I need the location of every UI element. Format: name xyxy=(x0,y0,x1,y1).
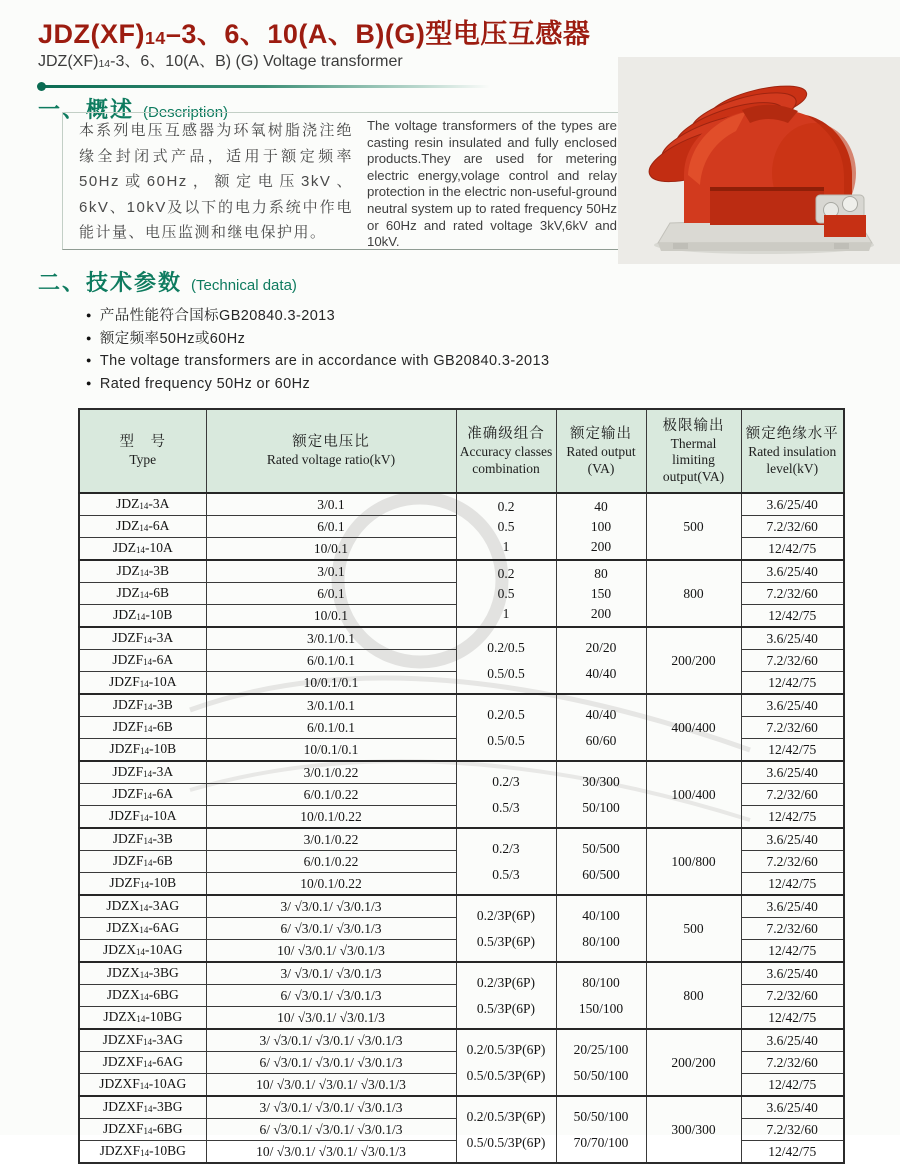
insulation-cell: 7.2/32/60 xyxy=(741,1119,844,1141)
section-title-zh: 一、概述 xyxy=(38,97,135,122)
rated-output-cell: 80/100 150/100 xyxy=(556,962,646,1029)
accuracy-cell: 0.2/3P(6P) 0.5/3P(6P) xyxy=(456,895,556,962)
section-title-en: (Description) xyxy=(143,104,229,121)
type-cell: JDZ14-3B xyxy=(79,560,206,583)
insulation-cell: 7.2/32/60 xyxy=(741,717,844,739)
section-title-en: (Technical data) xyxy=(191,277,297,294)
accuracy-cell: 0.2/0.5/3P(6P) 0.5/0.5/3P(6P) xyxy=(456,1096,556,1163)
column-header-ratio: 额定电压比 Rated voltage ratio(kV) xyxy=(206,409,456,493)
insulation-cell: 3.6/25/40 xyxy=(741,962,844,985)
column-header-accuracy: 准确级组合 Accuracy classes combination xyxy=(456,409,556,493)
insulation-cell: 3.6/25/40 xyxy=(741,1029,844,1052)
type-cell: JDZF14-10A xyxy=(79,672,206,695)
ratio-cell: 3/ √3/0.1/ √3/0.1/ √3/0.1/3 xyxy=(206,1029,456,1052)
insulation-cell: 7.2/32/60 xyxy=(741,583,844,605)
accuracy-cell: 0.2 0.5 1 xyxy=(456,493,556,560)
insulation-cell: 3.6/25/40 xyxy=(741,560,844,583)
table-header-row xyxy=(79,409,844,493)
insulation-cell: 12/42/75 xyxy=(741,1074,844,1097)
bullet-item: ● Rated frequency 50Hz or 60Hz xyxy=(86,374,549,397)
type-cell: JDZF14-3A xyxy=(79,627,206,650)
column-header-insulation: 额定绝缘水平 Rated insulation level(kV) xyxy=(741,409,844,493)
ratio-cell: 3/0.1/0.22 xyxy=(206,828,456,851)
bullet-item: ● 产品性能符合国标GB20840.3-2013 xyxy=(86,306,549,329)
type-cell: JDZX14-6BG xyxy=(79,985,206,1007)
type-cell: JDZ14-10B xyxy=(79,605,206,628)
ratio-cell: 6/ √3/0.1/ √3/0.1/3 xyxy=(206,918,456,940)
ratio-cell: 10/0.1/0.22 xyxy=(206,873,456,896)
type-cell: JDZF14-10B xyxy=(79,739,206,762)
column-header-rated-output: 额定输出 Rated output (VA) xyxy=(556,409,646,493)
accuracy-cell: 0.2/3 0.5/3 xyxy=(456,761,556,828)
product-photo xyxy=(618,57,900,264)
ratio-cell: 10/0.1/0.1 xyxy=(206,672,456,695)
feature-bullet-list xyxy=(86,306,549,396)
type-cell: JDZF14-6A xyxy=(79,650,206,672)
thermal-output-cell: 400/400 xyxy=(646,694,741,761)
type-cell: JDZX14-3BG xyxy=(79,962,206,985)
table-row xyxy=(79,895,844,918)
insulation-cell: 3.6/25/40 xyxy=(741,694,844,717)
ratio-cell: 3/0.1/0.1 xyxy=(206,694,456,717)
bullet-item: ● The voltage transformers are in accordance with GB20840.3-2013 xyxy=(86,351,549,374)
page-subtitle: JDZ(XF)14-3、6、10(A、B) (G) Voltage transformer xyxy=(38,53,403,70)
rated-output-cell: 40/40 60/60 xyxy=(556,694,646,761)
spec-table-body xyxy=(79,493,844,1163)
type-cell: JDZF14-10B xyxy=(79,873,206,896)
thermal-output-cell: 800 xyxy=(646,962,741,1029)
table-row xyxy=(79,828,844,851)
insulation-cell: 12/42/75 xyxy=(741,672,844,695)
type-cell: JDZ14-6A xyxy=(79,516,206,538)
ratio-cell: 6/0.1/0.1 xyxy=(206,717,456,739)
insulation-cell: 7.2/32/60 xyxy=(741,851,844,873)
type-cell: JDZF14-6B xyxy=(79,851,206,873)
type-cell: JDZ14-10A xyxy=(79,538,206,561)
insulation-cell: 7.2/32/60 xyxy=(741,516,844,538)
divider-dot-icon xyxy=(37,82,46,91)
insulation-cell: 7.2/32/60 xyxy=(741,918,844,940)
insulation-cell: 12/42/75 xyxy=(741,806,844,829)
insulation-cell: 12/42/75 xyxy=(741,940,844,963)
insulation-cell: 3.6/25/40 xyxy=(741,761,844,784)
rated-output-cell: 40 100 200 xyxy=(556,493,646,560)
ratio-cell: 10/ √3/0.1/ √3/0.1/3 xyxy=(206,1007,456,1030)
accuracy-cell: 0.2/0.5 0.5/0.5 xyxy=(456,627,556,694)
ratio-cell: 10/ √3/0.1/ √3/0.1/3 xyxy=(206,940,456,963)
insulation-cell: 12/42/75 xyxy=(741,538,844,561)
ratio-cell: 6/0.1 xyxy=(206,583,456,605)
section-title-zh: 二、技术参数 xyxy=(38,270,183,295)
accuracy-cell: 0.2/3P(6P) 0.5/3P(6P) xyxy=(456,962,556,1029)
type-cell: JDZXF14-6AG xyxy=(79,1052,206,1074)
ratio-cell: 3/0.1 xyxy=(206,493,456,516)
type-cell: JDZXF14-10AG xyxy=(79,1074,206,1097)
ratio-cell: 6/0.1/0.22 xyxy=(206,851,456,873)
ratio-cell: 10/ √3/0.1/ √3/0.1/ √3/0.1/3 xyxy=(206,1141,456,1164)
accuracy-cell: 0.2/3 0.5/3 xyxy=(456,828,556,895)
thermal-output-cell: 500 xyxy=(646,895,741,962)
type-cell: JDZF14-6A xyxy=(79,784,206,806)
insulation-cell: 7.2/32/60 xyxy=(741,784,844,806)
column-header-thermal-output: 极限输出 Thermal limiting output(VA) xyxy=(646,409,741,493)
ratio-cell: 10/0.1/0.1 xyxy=(206,739,456,762)
type-cell: JDZX14-10AG xyxy=(79,940,206,963)
table-row xyxy=(79,962,844,985)
ratio-cell: 3/ √3/0.1/ √3/0.1/3 xyxy=(206,895,456,918)
type-cell: JDZX14-10BG xyxy=(79,1007,206,1030)
ratio-cell: 10/ √3/0.1/ √3/0.1/ √3/0.1/3 xyxy=(206,1074,456,1097)
rated-output-cell: 30/300 50/100 xyxy=(556,761,646,828)
ratio-cell: 3/0.1/0.1 xyxy=(206,627,456,650)
table-row xyxy=(79,560,844,583)
insulation-cell: 12/42/75 xyxy=(741,1007,844,1030)
table-row xyxy=(79,694,844,717)
ratio-cell: 10/0.1 xyxy=(206,605,456,628)
insulation-cell: 12/42/75 xyxy=(741,873,844,896)
table-row xyxy=(79,761,844,784)
insulation-cell: 7.2/32/60 xyxy=(741,650,844,672)
ratio-cell: 6/0.1/0.1 xyxy=(206,650,456,672)
ratio-cell: 6/ √3/0.1/ √3/0.1/ √3/0.1/3 xyxy=(206,1052,456,1074)
type-cell: JDZX14-3AG xyxy=(79,895,206,918)
table-row xyxy=(79,1096,844,1119)
type-cell: JDZF14-10A xyxy=(79,806,206,829)
column-header-type: 型 号 Type xyxy=(79,409,206,493)
table-row xyxy=(79,1029,844,1052)
page-title: JDZ(XF)14–3、6、10(A、B)(G)型电压互感器 xyxy=(38,19,591,49)
thermal-output-cell: 200/200 xyxy=(646,1029,741,1096)
thermal-output-cell: 800 xyxy=(646,560,741,627)
bullet-item: ● 额定频率50Hz或60Hz xyxy=(86,329,549,352)
ratio-cell: 6/ √3/0.1/ √3/0.1/ √3/0.1/3 xyxy=(206,1119,456,1141)
type-cell: JDZF14-3B xyxy=(79,828,206,851)
ratio-cell: 3/0.1 xyxy=(206,560,456,583)
ratio-cell: 3/ √3/0.1/ √3/0.1/3 xyxy=(206,962,456,985)
accuracy-cell: 0.2 0.5 1 xyxy=(456,560,556,627)
rated-output-cell: 50/500 60/500 xyxy=(556,828,646,895)
type-cell: JDZX14-6AG xyxy=(79,918,206,940)
type-cell: JDZXF14-6BG xyxy=(79,1119,206,1141)
insulation-cell: 12/42/75 xyxy=(741,739,844,762)
accuracy-cell: 0.2/0.5 0.5/0.5 xyxy=(456,694,556,761)
type-cell: JDZF14-6B xyxy=(79,717,206,739)
type-cell: JDZXF14-3AG xyxy=(79,1029,206,1052)
description-chinese: 本系列电压互感器为环氧树脂浇注绝缘全封闭式产品，适用于额定频率50Hz或60Hz，额定电压3kV、6kV、10kV及以下的电力系统中作电能计量、电压监测和继电保护用。 xyxy=(79,122,353,241)
divider-line xyxy=(38,85,490,88)
type-cell: JDZF14-3B xyxy=(79,694,206,717)
spec-table xyxy=(78,408,845,1164)
insulation-cell: 7.2/32/60 xyxy=(741,985,844,1007)
insulation-cell: 3.6/25/40 xyxy=(741,1096,844,1119)
ratio-cell: 10/0.1/0.22 xyxy=(206,806,456,829)
type-cell: JDZXF14-10BG xyxy=(79,1141,206,1164)
thermal-output-cell: 200/200 xyxy=(646,627,741,694)
description-english: The voltage transformers of the types are casting resin insulated and fully enclosed products.They are used for metering electric energy,volage control and relay protection in the electric non-useful-ground neutral system up to rated frequency 50Hz or 60Hz and rated voltage 3kV,6kV and 10kV. xyxy=(367,118,617,250)
insulation-cell: 3.6/25/40 xyxy=(741,627,844,650)
insulation-cell: 3.6/25/40 xyxy=(741,895,844,918)
insulation-cell: 12/42/75 xyxy=(741,1141,844,1164)
rated-output-cell: 20/20 40/40 xyxy=(556,627,646,694)
type-cell: JDZXF14-3BG xyxy=(79,1096,206,1119)
table-row xyxy=(79,627,844,650)
rated-output-cell: 50/50/100 70/70/100 xyxy=(556,1096,646,1163)
accuracy-cell: 0.2/0.5/3P(6P) 0.5/0.5/3P(6P) xyxy=(456,1029,556,1096)
rated-output-cell: 20/25/100 50/50/100 xyxy=(556,1029,646,1096)
insulation-cell: 7.2/32/60 xyxy=(741,1052,844,1074)
description-box xyxy=(62,112,628,250)
ratio-cell: 3/0.1/0.22 xyxy=(206,761,456,784)
ratio-cell: 6/ √3/0.1/ √3/0.1/3 xyxy=(206,985,456,1007)
rated-output-cell: 40/100 80/100 xyxy=(556,895,646,962)
insulation-cell: 3.6/25/40 xyxy=(741,493,844,516)
ratio-cell: 6/0.1/0.22 xyxy=(206,784,456,806)
thermal-output-cell: 300/300 xyxy=(646,1096,741,1163)
thermal-output-cell: 100/800 xyxy=(646,828,741,895)
thermal-output-cell: 500 xyxy=(646,493,741,560)
transformer-illustration xyxy=(618,57,900,264)
table-row xyxy=(79,493,844,516)
ratio-cell: 10/0.1 xyxy=(206,538,456,561)
type-cell: JDZ14-3A xyxy=(79,493,206,516)
ratio-cell: 3/ √3/0.1/ √3/0.1/ √3/0.1/3 xyxy=(206,1096,456,1119)
section-heading-technical-data xyxy=(38,266,297,297)
type-cell: JDZ14-6B xyxy=(79,583,206,605)
rated-output-cell: 80 150 200 xyxy=(556,560,646,627)
insulation-cell: 12/42/75 xyxy=(741,605,844,628)
type-cell: JDZF14-3A xyxy=(79,761,206,784)
ratio-cell: 6/0.1 xyxy=(206,516,456,538)
thermal-output-cell: 100/400 xyxy=(646,761,741,828)
insulation-cell: 3.6/25/40 xyxy=(741,828,844,851)
